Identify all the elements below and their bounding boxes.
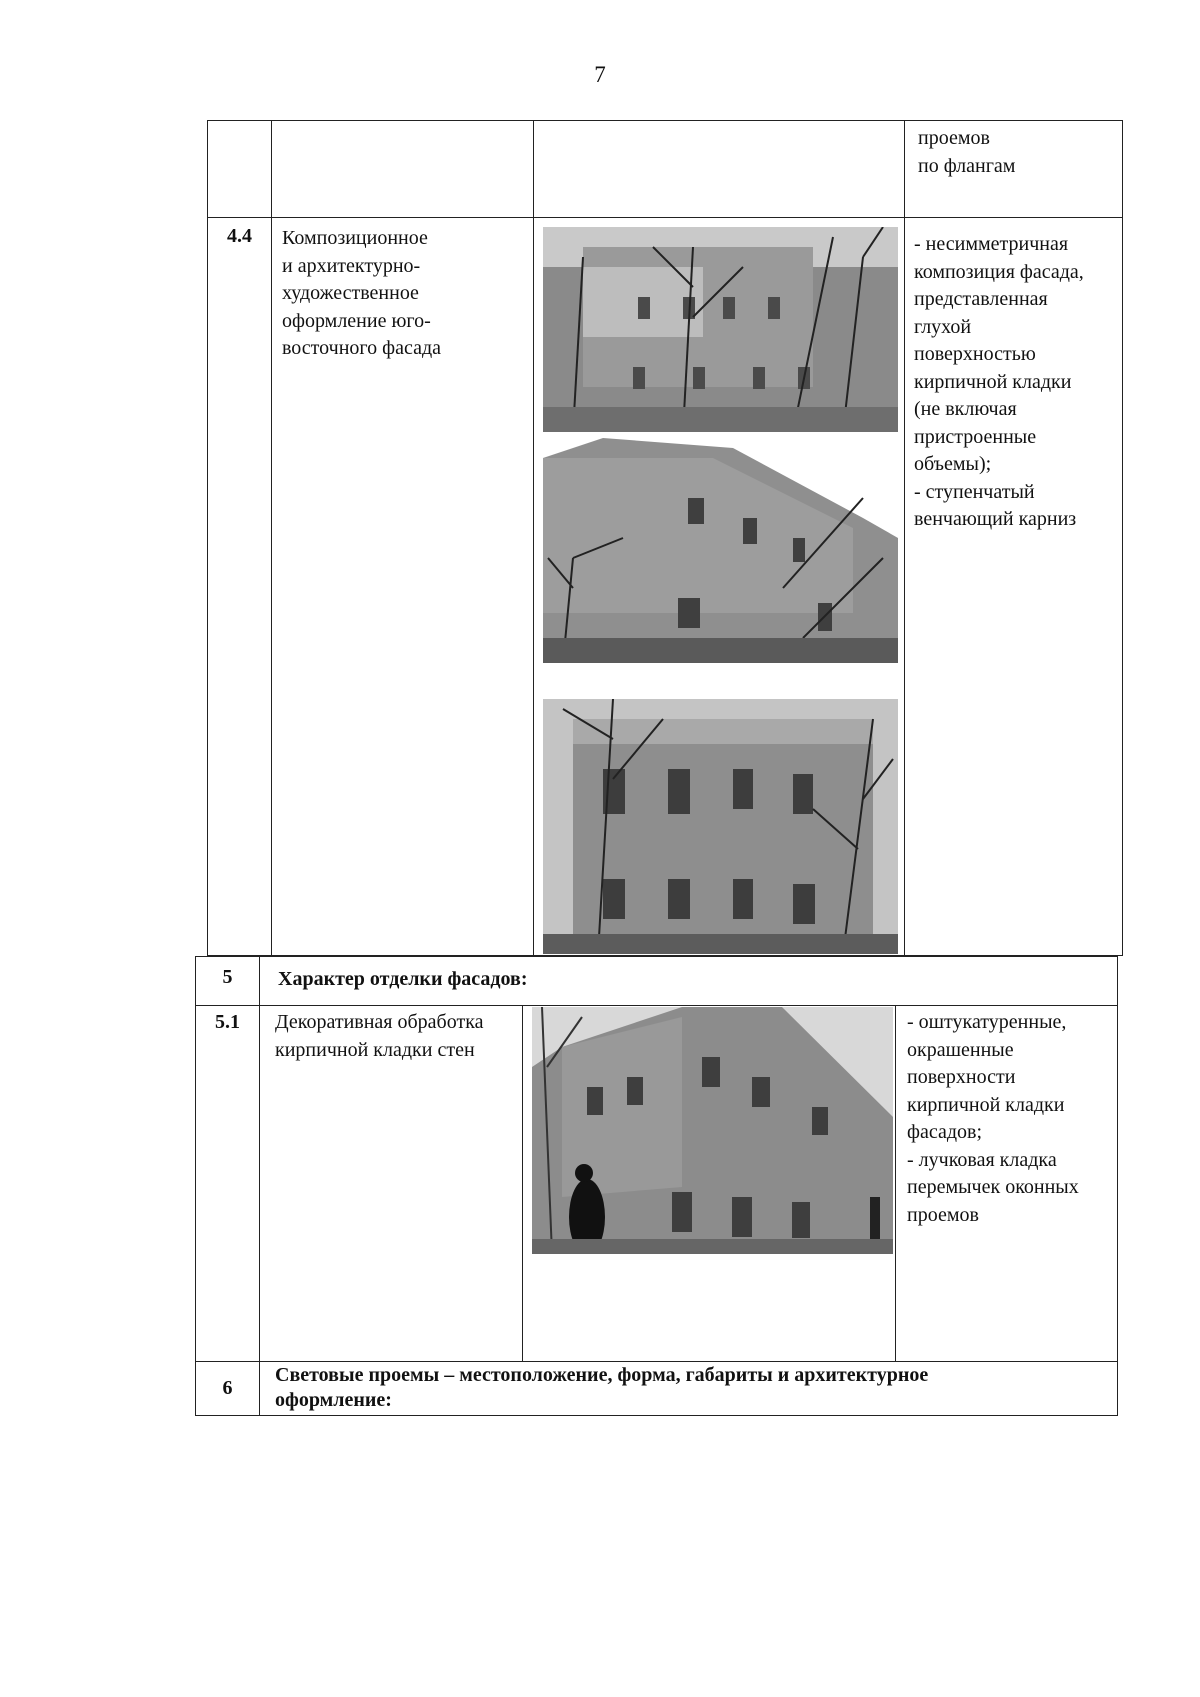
row-divider xyxy=(196,1361,1117,1362)
row-number-4-4: 4.4 xyxy=(227,225,252,247)
row-title-4-4: Композиционное и архитектурно- художественное оформление юго- восточного фасада xyxy=(282,227,441,359)
continuation-text: проемов по флангам xyxy=(918,127,1016,177)
column-divider xyxy=(895,1005,896,1361)
column-divider xyxy=(533,121,534,955)
facade-photo xyxy=(543,438,898,663)
column-divider xyxy=(259,957,260,1415)
column-divider xyxy=(522,1005,523,1361)
table-block-2 xyxy=(195,956,1118,1416)
column-divider xyxy=(271,121,272,955)
column-divider xyxy=(904,121,905,955)
row-description-5-1: - оштукатуренные, окрашенные поверхности кирпичной кладки фасадов; - лучковая кладка перемычек оконных проемов xyxy=(907,1011,1079,1226)
facade-photo xyxy=(543,699,898,954)
row-number-6: 6 xyxy=(222,1377,233,1399)
row-description-4-4: - несимметричная композиция фасада, представленная глухой поверхностью кирпичной кладки (не включая пристроенные объемы); - ступенчатый венчающий карниз xyxy=(914,233,1084,530)
row-number-5: 5 xyxy=(222,966,233,988)
row-title-5: Характер отделки фасадов: xyxy=(278,968,528,990)
row-title-6: Световые проемы – местоположение, форма, габариты и архитектурное оформление: xyxy=(275,1364,929,1411)
row-divider xyxy=(208,217,1122,218)
row-number-5-1: 5.1 xyxy=(215,1011,240,1033)
page-number: 7 xyxy=(594,62,606,87)
row-divider xyxy=(196,1005,1117,1006)
row-title-5-1: Декоративная обработка кирпичной кладки стен xyxy=(275,1011,484,1061)
facade-photo xyxy=(532,1007,893,1254)
table-block-1 xyxy=(207,120,1123,956)
facade-photo xyxy=(543,227,898,432)
